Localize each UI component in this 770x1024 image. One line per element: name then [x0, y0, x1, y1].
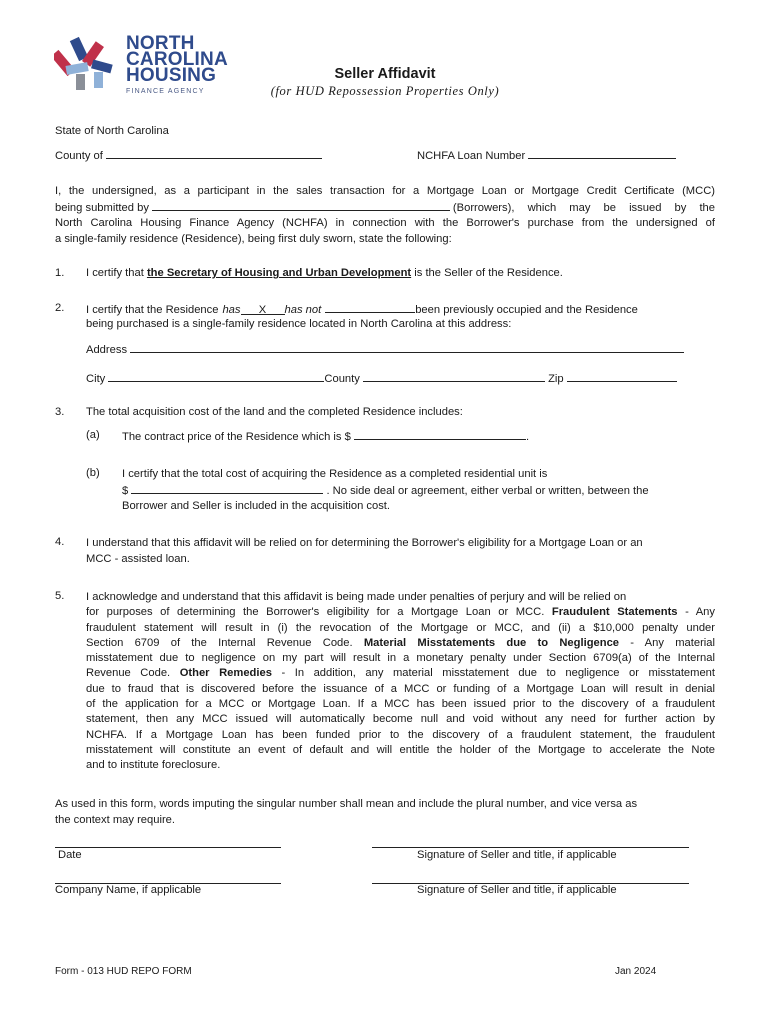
- item-5-line-3: fraudulent statement will result in (i) the revocation of the Mortgage or MCC, and (ii) a $10,000 penalty under: [86, 621, 715, 634]
- item-5-line-2c: - Any: [685, 606, 715, 619]
- closing-paragraph: [55, 797, 715, 828]
- county-row: [55, 148, 322, 162]
- contract-price-period: .: [525, 431, 530, 443]
- item-5-line-9: statement, then any MCC issued will automatically become null and void without any need for further action by: [86, 713, 715, 726]
- seller-signature-label-1: Signature of Seller and title, if applicable: [417, 849, 617, 861]
- item-5: [86, 590, 715, 774]
- loan-number-row: [417, 148, 676, 162]
- city-label: City: [86, 373, 106, 385]
- item-2-text-c: being purchased is a single-family residence located in North Carolina at this address:: [86, 318, 512, 330]
- county-label: County of: [55, 150, 103, 162]
- item-4-line-2: MCC - assisted loan.: [86, 552, 190, 565]
- item-2: [86, 302, 716, 331]
- fraudulent-statements-heading: Fraudulent Statements: [551, 606, 678, 619]
- item-5-line-12: and to institute foreclosure.: [86, 759, 221, 772]
- has-option-field[interactable]: [241, 303, 285, 315]
- closing-line-1: As used in this form, words imputing the singular number shall mean and include the plural number, and vice versa as: [55, 798, 638, 810]
- item-2-text-a: I certify that the Residence: [86, 304, 219, 316]
- has-not-option-field[interactable]: [325, 302, 415, 313]
- item-4-number: 4.: [55, 536, 65, 548]
- address-row: [86, 342, 684, 356]
- total-cost-text-1: I certify that the total cost of acquiring the Residence as a completed residential unit is: [122, 468, 548, 480]
- item-3a-label: (a): [86, 429, 100, 441]
- intro-line-3: North Carolina Housing Finance Agency (NCHFA) in connection with the Borrower's purchase from the undersigned of: [55, 217, 715, 230]
- item-3b-label: (b): [86, 467, 100, 479]
- item-5-line-2a: for purposes of determining the Borrower's eligibility for a Mortgage Loan or MCC.: [86, 606, 545, 619]
- seller-name: the Secretary of Housing and Urban Development: [146, 267, 412, 279]
- other-remedies-heading: Other Remedies: [179, 667, 272, 680]
- item-3b: [122, 467, 702, 515]
- item-5-line-1: I acknowledge and understand that this affidavit is being made under penalties of perjury and will be relied on: [86, 591, 627, 603]
- has-not-option-label: has not: [284, 304, 322, 316]
- item-5-line-8: of the application for a MCC or Mortgage Loan. If a MCC has been issued prior to the discovery of a fraudulent: [86, 698, 715, 711]
- item-3-number: 3.: [55, 406, 65, 418]
- footer-date: Jan 2024: [615, 966, 657, 977]
- city-field[interactable]: [108, 371, 324, 382]
- city-row: [86, 371, 677, 385]
- closing-line-2: the context may require.: [55, 813, 176, 826]
- address-label: Address: [86, 344, 128, 356]
- intro-borrowers: (Borrowers), which may be issued by the: [452, 201, 715, 214]
- item-5-line-6a: Revenue Code.: [86, 667, 171, 680]
- borrowers-field[interactable]: [152, 200, 450, 211]
- loan-number-label: NCHFA Loan Number: [417, 150, 526, 162]
- total-cost-dollar: $: [122, 484, 129, 497]
- item-5-line-6c: - In addition, any material misstatement due to negligence or misstatement: [281, 667, 716, 680]
- item-4-line-1: I understand that this affidavit will be relied on for determining the Borrower's eligibility for a Mortgage Loan or an: [86, 537, 643, 549]
- logo-line-carolina: CAROLINA: [126, 49, 228, 70]
- county-address-label: County: [324, 373, 360, 385]
- item-1-number: 1.: [55, 267, 65, 279]
- seller-signature-label-2: Signature of Seller and title, if applicable: [417, 884, 617, 896]
- zip-field[interactable]: [567, 371, 677, 382]
- item-1-text-c: is the Seller of the Residence.: [414, 267, 563, 279]
- item-5-line-4a: Section 6709 of the Internal Revenue Code.: [86, 636, 353, 649]
- has-option-label: has: [222, 304, 241, 316]
- loan-number-field[interactable]: [528, 148, 676, 159]
- item-5-line-6: [86, 666, 715, 681]
- county-address-field[interactable]: [363, 371, 545, 382]
- intro-line-2: [55, 200, 715, 217]
- contract-price-field[interactable]: [354, 429, 526, 440]
- zip-label: Zip: [548, 373, 564, 385]
- item-2-text-b: been previously occupied and the Residence: [415, 304, 638, 316]
- state-line: State of North Carolina: [55, 125, 169, 137]
- county-field[interactable]: [106, 148, 322, 159]
- item-5-line-5: misstatement due to negligence on my part will result in a monetary penalty under Section 6709(a) of the Internal: [86, 652, 715, 665]
- item-3a: [122, 429, 529, 443]
- logo-subtitle: FINANCE AGENCY: [126, 88, 205, 95]
- item-5-line-11: misstatement will constitute an event of default and will entitle the holder of the Mortgage to accelerate the Note: [86, 743, 715, 756]
- intro-line-4: a single-family residence (Residence), being first duly sworn, state the following:: [55, 232, 452, 245]
- seller-signature-line-1[interactable]: [372, 847, 689, 848]
- date-label: Date: [58, 849, 82, 861]
- has-option-mark: X: [258, 304, 267, 316]
- logo-line-north: NORTH: [126, 33, 195, 54]
- item-1: [86, 267, 716, 279]
- total-cost-field[interactable]: [131, 483, 323, 494]
- page-subtitle: (for HUD Repossession Properties Only): [270, 84, 500, 98]
- logo-line-housing: HOUSING: [126, 65, 217, 86]
- item-5-line-7: due to fraud that is discovered before the issuance of a MCC or funding of a Mortgage Loan will result in denial: [86, 682, 715, 695]
- item-5-line-4c: - Any material: [630, 636, 715, 649]
- footer-form-id: Form - 013 HUD REPO FORM: [55, 966, 192, 977]
- company-name-label: Company Name, if applicable: [55, 884, 202, 896]
- contract-price-text: The contract price of the Residence which is $: [122, 431, 351, 443]
- item-1-text-a: I certify that: [86, 267, 144, 279]
- page-title: Seller Affidavit: [334, 66, 436, 82]
- intro-submitted-by: being submitted by: [55, 201, 149, 214]
- intro-line-1: I, the undersigned, as a participant in the sales transaction for a Mortgage Loan or Mortgage Credit Certificate (MCC): [55, 185, 715, 197]
- item-5-line-2: [86, 605, 715, 620]
- item-2-number: 2.: [55, 302, 65, 314]
- address-field[interactable]: [130, 342, 684, 353]
- item-3-text: The total acquisition cost of the land and the completed Residence includes:: [86, 406, 463, 418]
- item-5-line-10: NCHFA. If a Mortgage Loan has been funded prior to the discovery of a fraudulent statement, the fraudulent: [86, 728, 715, 741]
- item-5-line-4: [86, 636, 715, 651]
- material-misstatements-heading: Material Misstatements due to Negligence: [363, 636, 620, 649]
- total-cost-text-2: . No side deal or agreement, either verbal or written, between the: [326, 484, 649, 497]
- intro-paragraph: [55, 184, 715, 247]
- total-cost-text-3: Borrower and Seller is included in the acquisition cost.: [122, 500, 391, 513]
- date-line[interactable]: [55, 847, 281, 848]
- item-5-number: 5.: [55, 590, 65, 602]
- item-4: [86, 536, 716, 567]
